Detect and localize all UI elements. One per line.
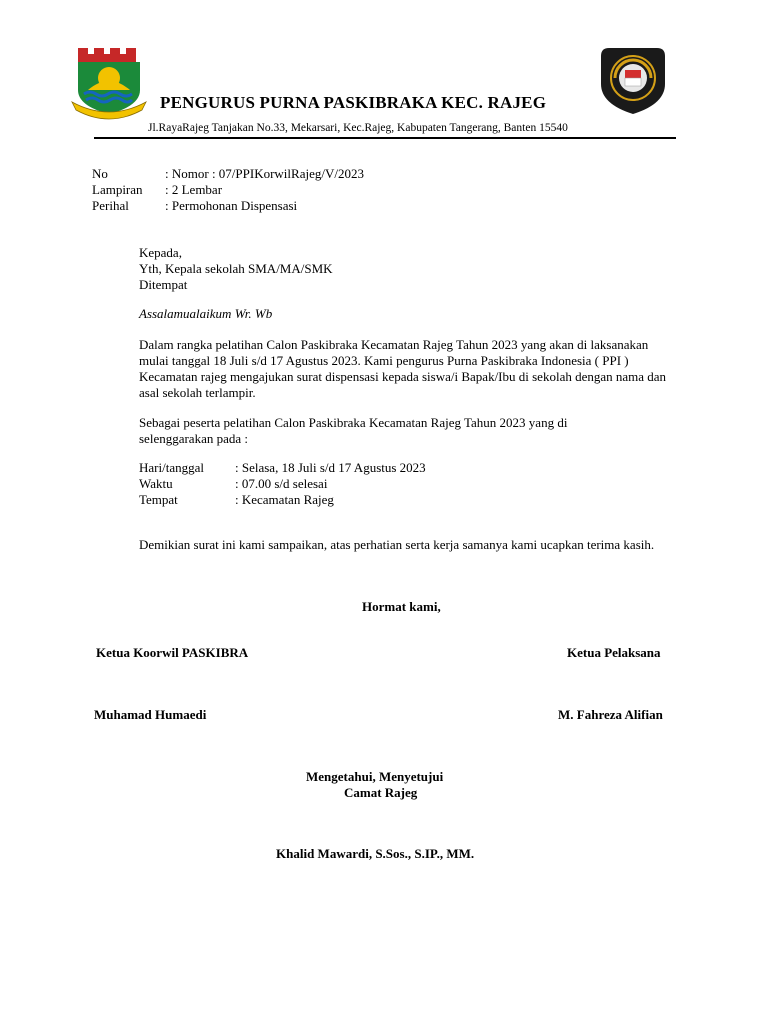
kabupaten-tangerang-crest-icon: [70, 44, 148, 120]
meta-label-perihal: Perihal: [92, 198, 129, 213]
greeting: Assalamualaikum Wr. Wb: [139, 306, 273, 321]
left-signatory-title: Ketua Koorwil PASKIBRA: [96, 645, 249, 660]
body-paragraph-2: Sebagai peserta pelatihan Calon Paskibraka Kecamatan Rajeg Tahun 2023 yang di selenggarakan pada :: [139, 415, 568, 446]
right-signatory-name: M. Fahreza Alifian: [558, 707, 663, 722]
acknowledgement-line-1: Mengetahui, Menyetujui: [306, 769, 444, 784]
schedule-label-time: Waktu: [139, 476, 173, 491]
meta-value-lampiran: : 2 Lembar: [165, 182, 223, 197]
header-divider: [94, 137, 676, 139]
purna-paskibraka-emblem-icon: [597, 44, 669, 116]
recipient-line-1: Kepada,: [139, 245, 182, 260]
closing-paragraph: Demikian surat ini kami sampaikan, atas perhatian serta kerja samanya kami ucapkan terima kasih.: [139, 537, 655, 552]
body-paragraph-1: Dalam rangka pelatihan Calon Paskibraka Kecamatan Rajeg Tahun 2023 yang akan di laksanakan mulai tanggal 18 Juli s/d 17 Agustus 2023. Kami pengurus Purna Paskibraka Indonesia ( PPI ) Kecamatan rajeg mengajukan surat dispensasi kepada siswa/i Bapak/Ibu di sekolah dengan nama dan asal sekolah terlampir.: [139, 337, 667, 400]
meta-value-no: : Nomor : 07/PPIKorwilRajeg/V/2023: [165, 166, 364, 181]
address-line: Jl.RayaRajeg Tanjakan No.33, Mekarsari, Kec.Rajeg, Kabupaten Tangerang, Banten 15540: [148, 122, 568, 134]
right-signatory-title: Ketua Pelaksana: [567, 645, 661, 660]
meta-label-lampiran: Lampiran: [92, 182, 143, 197]
left-signatory-name: Muhamad Humaedi: [94, 707, 207, 722]
schedule-value-place: : Kecamatan Rajeg: [235, 492, 334, 507]
schedule-value-date: : Selasa, 18 Juli s/d 17 Agustus 2023: [235, 460, 426, 475]
schedule-value-time: : 07.00 s/d selesai: [235, 476, 328, 491]
schedule-label-date: Hari/tanggal: [139, 460, 204, 475]
meta-label-no: No: [92, 166, 108, 181]
meta-value-perihal: : Permohonan Dispensasi: [165, 198, 298, 213]
acknowledgement-line-2: Camat Rajeg: [344, 785, 418, 800]
page-title: PENGURUS PURNA PASKIBRAKA KEC. RAJEG: [160, 93, 547, 112]
recipient-line-2: Yth, Kepala sekolah SMA/MA/SMK: [139, 261, 333, 276]
regards: Hormat kami,: [362, 599, 441, 614]
camat-name: Khalid Mawardi, S.Sos., S.IP., MM.: [276, 846, 475, 861]
schedule-label-place: Tempat: [139, 492, 178, 507]
recipient-line-3: Ditempat: [139, 277, 188, 292]
